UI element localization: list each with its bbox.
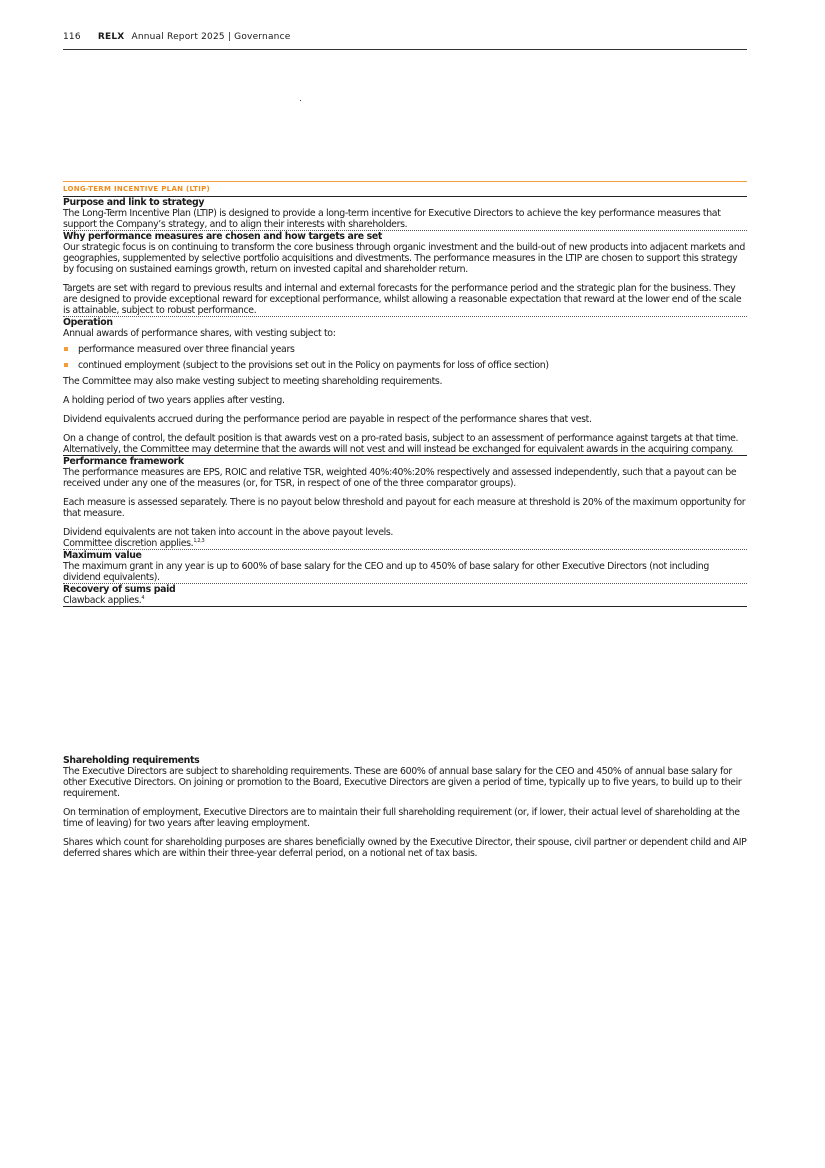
recovery-para [63, 595, 747, 606]
discretion-text: Committee discretion applies. [63, 538, 194, 549]
shareholding-para-2: On termination of employment, Executive Directors are to maintain their full shareholding requirement (or, if lower, their actual level of shareholding at the time of leaving) for two years after leaving employment. [63, 807, 740, 829]
operation-para-4: On a change of control, the default position is that awards vest on a pro-rated basis, subject to an assessment of performance against targets at that time. Alternatively, the Committee may determine that the awards will not vest and will instead be exchanged for equivalent awards in the acquiring company. [63, 433, 739, 455]
maximum-text: The maximum grant in any year is up to 600% of base salary for the CEO and up to 450% of base salary for other Executive Directors (not including dividend equivalents). [63, 561, 709, 583]
shareholding-para-3: Shares which count for shareholding purposes are shares beneficially owned by the Executive Director, their spouse, civil partner or dependent child and AIP deferred shares which are within their three-year deferral period, on a notional net of tax basis. [63, 837, 747, 859]
why-heading: Why performance measures are chosen and how targets are set [63, 231, 383, 242]
ltip-table [63, 181, 747, 607]
performance-para-4 [63, 538, 747, 549]
operation-para-2: A holding period of two years applies after vesting. [63, 395, 285, 406]
shareholding-section [63, 755, 747, 859]
performance-section [63, 456, 747, 550]
performance-para-1: The performance measures are EPS, ROIC and relative TSR, weighted 40%:40%:20% respectively and assessed independently, such that a payout can be received under any one of the measures (or, for TSR, in respect of one of the three comparator groups). [63, 467, 737, 489]
brand-name: RELX [97, 32, 125, 42]
operation-heading: Operation [63, 317, 113, 328]
decorative-dot [300, 100, 301, 101]
performance-para-3: Dividend equivalents are not taken into account in the above payout levels. [63, 527, 394, 538]
performance-para-2: Each measure is assessed separately. There is no payout below threshold and payout for each measure at threshold is 20% of the maximum opportunity for that measure. [63, 497, 746, 519]
purpose-text: The Long-Term Incentive Plan (LTIP) is designed to provide a long-term incentive for Executive Directors to achieve the key performance measures that support the Company’s strategy, and to align their interests with shareholders. [63, 208, 721, 230]
recovery-section [63, 584, 747, 607]
recovery-text: Clawback applies. [63, 595, 142, 606]
page-number: 116 [63, 32, 81, 42]
footnote-ref: 4 [141, 595, 145, 601]
recovery-heading: Recovery of sums paid [63, 584, 176, 595]
maximum-section [63, 550, 747, 584]
maximum-heading: Maximum value [63, 550, 142, 561]
report-title: Annual Report 2025 | Governance [131, 32, 291, 42]
purpose-heading: Purpose and link to strategy [63, 197, 205, 208]
purpose-section [63, 197, 747, 231]
operation-para-3: Dividend equivalents accrued during the performance period are payable in respect of the performance shares that vest. [63, 414, 592, 425]
why-para-2: Targets are set with regard to previous results and internal and external forecasts for the performance period and the strategic plan for the business. They are designed to provide exceptional reward for exceptional performance, whilst allowing a reasonable expectation that reward at the lower end of the scale is attainable, subject to robust performance. [63, 283, 742, 316]
list-item: continued employment (subject to the provisions set out in the Policy on payments for loss of office section) [63, 360, 747, 371]
operation-intro: Annual awards of performance shares, with vesting subject to: [63, 328, 336, 339]
shareholding-para-1: The Executive Directors are subject to shareholding requirements. These are 600% of annual base salary for the CEO and 450% of annual base salary for other Executive Directors. On joining or promotion to the Board, Executive Directors are given a period of time, typically up to five years, to build up to their requirement. [63, 766, 742, 799]
ltip-title: LONG-TERM INCENTIVE PLAN (LTIP) [63, 182, 747, 197]
why-para-1: Our strategic focus is on continuing to transform the core business through organic investment and the build-out of new products into adjacent markets and geographies, supplemented by selective portfolio acquisitions and divestments. The performance measures in the LTIP are chosen to support this strategy by focusing on sustained earnings growth, return on invested capital and shareholder return. [63, 242, 746, 275]
operation-para-1: The Committee may also make vesting subject to meeting shareholding requirements. [63, 376, 443, 387]
footnote-ref: 1,2,3 [193, 538, 205, 544]
performance-heading: Performance framework [63, 456, 184, 467]
why-section [63, 231, 747, 317]
list-item: performance measured over three financial years [63, 344, 747, 355]
operation-section [63, 317, 747, 456]
operation-bullets [63, 344, 747, 371]
shareholding-heading: Shareholding requirements [63, 755, 200, 766]
page-header [63, 32, 747, 50]
